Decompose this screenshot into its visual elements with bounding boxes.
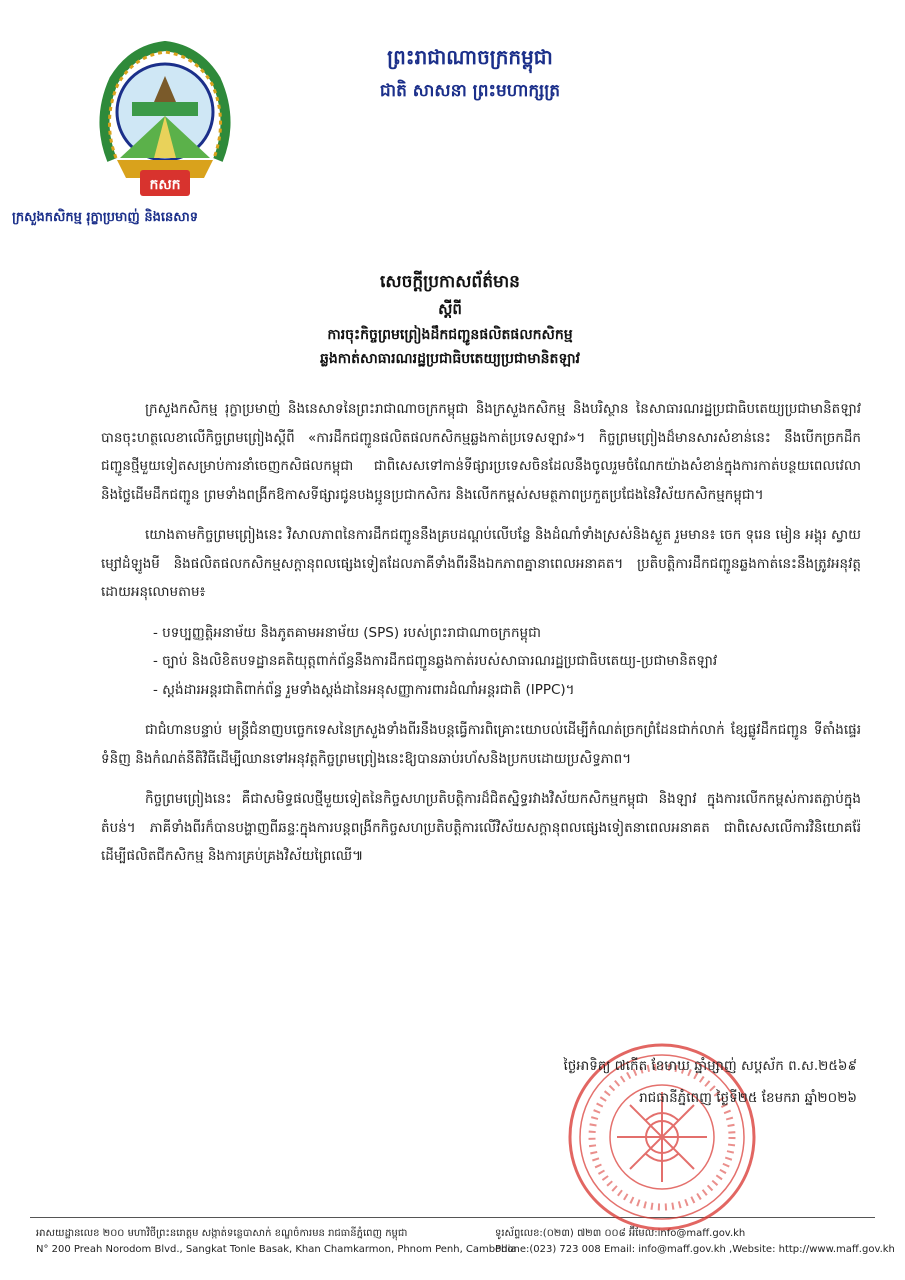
bullet-item: - ច្បាប់ និងលិខិតបទដ្ឋានគតិយុត្តពាក់ព័ន្ធនឹងការដឹកជញ្ជូនឆ្លងកាត់របស់សាធារណរដ្ឋប្រជាធិបតេយ្យ-ប្រជាមានិតឡាវ [153,653,718,669]
bullet-item: - បទប្បញ្ញត្តិអនាម័យ និងភូតគាមអនាម័យ (SPS) របស់ព្រះរាជាណាចក្រកម្ពុជា [153,624,541,641]
address-khmer: អាសយដ្ឋានលេខ ២០០ មហាវិថីព្រះនរោត្តម សង្កាត់ទន្លេបាសាក់ ខណ្ឌចំការមន រាជធានីភ្នំពេញ កម្ពុជា [36,1228,408,1239]
paragraph-4: កិច្ចព្រមព្រៀងនេះ គឺជាសមិទ្ធផលថ្មីមួយទៀតនៃកិច្ចសហប្រតិបត្តិការដ៏ជិតស្និទ្ធរវាងវិស័យកសិកម្មកម្ពុជា និងឡាវ ក្នុងការលើកកម្ពស់ការតភ្ជាប់ក្នុងតំបន់។ ភាគីទាំងពីរក៏បានបង្ហាញពីឆន្ទៈក្នុងការបន្តពង្រីកកិច្ចសហប្រតិបត្តិការលើវិស័យសក្តានុពលផ្សេងទៀតនាពេលអនាគត ជាពិសេសលើការវិនិយោគរ៉ែដើម្បីផលិតជីកសិកម្ម និងការគ្រប់គ្រងវិស័យព្រៃឈើ៕ [101,791,861,864]
ministry-name: ក្រសួងកសិកម្ម រុក្ខាប្រមាញ់ និងនេសាទ [12,210,198,225]
logo-text: កសក [149,177,181,193]
kingdom-name: ព្រះរាជាណាចក្រកម្ពុជា [387,45,553,69]
lunar-date: ថ្ងៃអាទិត្យ ៧កើត ខែមាឃ ឆ្នាំម្សាញ់ សប្តស័ក ព.ស.២៥៦៩ [563,1058,857,1074]
contact-english: Phone:(023) 723 008 Email: info@maff.gov.kh ,Website: http://www.maff.gov.kh [495,1244,895,1255]
paragraph-2: យោងតាមកិច្ចព្រមព្រៀងនេះ វិសាលភាពនៃការដឹកជញ្ជូននឹងគ្របដណ្តប់លើបន្លែ និងដំណាំទាំងស្រស់និងស្ងួត រួមមាន៖ ចេក ទុរេន មៀន អង្គុរ ស្វាយ ម្សៅដំឡូងមី និងផលិតផលកសិកម្មសក្តានុពលផ្សេងទៀតដែលភាគីទាំងពីរនឹងឯកភាពគ្នានាពេលអនាគត។ ប្រតិបត្តិការដឹកជញ្ជូនឆ្លងកាត់នេះនឹងត្រូវអនុវត្តដោយអនុលោមតាម៖ [101,527,861,600]
national-motto: ជាតិ សាសនា ព្រះមហាក្សត្រ [379,81,561,101]
paragraph-1: ក្រសួងកសិកម្ម រុក្ខាប្រមាញ់ និងនេសាទនៃព្រះរាជាណាចក្រកម្ពុជា និងក្រសួងកសិកម្ម និងបរិស្ថាន នៃសាធារណរដ្ឋប្រជាធិបតេយ្យប្រជាមានិតឡាវបានចុះហត្ថលេខាលើកិច្ចព្រមព្រៀងស្តីពី «ការដឹកជញ្ជូនផលិតផលកសិកម្មឆ្លងកាត់ប្រទេសឡាវ»។ កិច្ចព្រមព្រៀងដ៏មានសារសំខាន់នេះ នឹងបើកច្រកដឹកជញ្ជូនថ្មីមួយទៀតសម្រាប់ការនាំចេញកសិផលកម្ពុជា ជាពិសេសទៅកាន់ទីផ្សារប្រទេសចិនដែលនឹងចូលរួមចំណែកយ៉ាងសំខាន់ក្នុងការកាត់បន្ថយពេលវេលា និងថ្លៃដើមដឹកជញ្ជូន ព្រមទាំងពង្រីកឱកាសទីផ្សារជូនបងប្អូនប្រជាកសិករ និងលើកកម្ពស់សមត្ថភាពប្រកួតប្រជែងនៃវិស័យកសិកម្មកម្ពុជា។ [101,401,861,503]
address-english: N° 200 Preah Norodom Blvd., Sangkat Tonle Basak, Khan Chamkarmon, Phnom Penh, Cambodia [36,1244,517,1255]
bullet-item: - ស្តង់ដារអន្តរជាតិពាក់ព័ន្ធ រួមទាំងស្តង់ដានៃអនុសញ្ញាការពារដំណាំអន្តរជាតិ (IPPC)។ [153,681,575,698]
document-body [101,395,861,883]
bullet-list [101,619,861,705]
paragraph-3: ជាជំហានបន្ទាប់ មន្ត្រីជំនាញបច្ចេកទេសនៃក្រសួងទាំងពីរនឹងបន្តធ្វើការពិគ្រោះយោបល់ដើម្បីកំណត់ច្រកព្រំដែនជាក់លាក់ ខ្សែផ្លូវដឹកជញ្ជូន ទីតាំងផ្ទេរទំនិញ និងកំណត់នីតិវិធីដើម្បីឈានទៅអនុវត្តកិច្ចព្រមព្រៀងនេះឱ្យបានឆាប់រហ័សនិងប្រកបដោយប្រសិទ្ធភាព។ [101,722,861,767]
kingdom-header [330,42,610,106]
title-regarding: ស្តីពី [438,300,462,318]
title-press-release: សេចក្តីប្រកាសព័ត៌មាន [380,272,520,292]
title-subject-line1: ការចុះកិច្ចព្រមព្រៀងដឹកជញ្ជូនផលិតផលកសិកម្ម [327,327,573,343]
title-subject-line2: ឆ្លងកាត់សាធារណរដ្ឋប្រជាធិបតេយ្យប្រជាមានិតឡាវ [320,351,580,367]
footer-address [36,1226,517,1258]
date-block [397,1050,857,1114]
document-title [200,270,700,370]
solar-date: រាជធានីភ្នំពេញ ថ្ងៃទី២៥ ខែមករា ឆ្នាំ២០២៦ [639,1090,857,1106]
contact-khmer: ទូរស័ព្ទលេខ:(០២៣) ៧២៣ ០០៨ អ៊ីមែល:info@maff.gov.kh [495,1228,746,1239]
ministry-logo [92,40,238,208]
